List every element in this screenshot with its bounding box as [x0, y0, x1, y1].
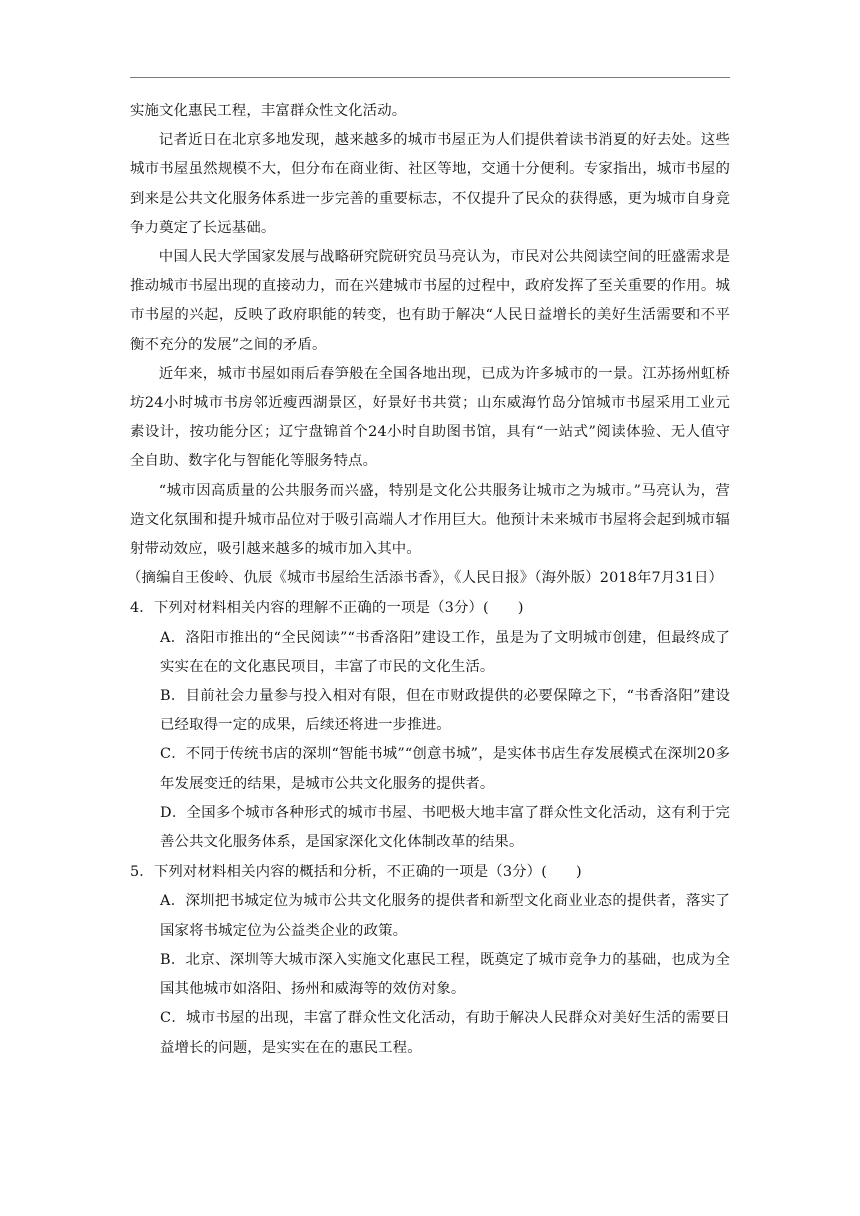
question-5-option-c[interactable]: C．城市书屋的出现，丰富了群众性文化活动，有助于解决人民群众对美好生活的需要日益增长的问题，是实实在在的惠民工程。 [160, 1010, 730, 1056]
question-5-option-b[interactable]: B．北京、深圳等大城市深入实施文化惠民工程，既奠定了城市竞争力的基础，也成为全国其他城市如洛阳、扬州和威海等的效仿对象。 [160, 951, 730, 998]
question-5-stem: 5．下列对材料相关内容的概括和分析，不正确的一项是（3分）( ) [130, 864, 582, 881]
paragraph-4: “城市因高质量的公共服务而兴盛，特别是文化公共服务让城市之为城市。”马亮认为，营造文化氛围和提升城市品位对于吸引高端人才作用巨大。他预计未来城市书屋将会起到城市辐射带动效应，吸引越来越多的城市加入其中。 [130, 482, 730, 558]
paragraph-3: 近年来，城市书屋如雨后春笋般在全国各地出现，已成为许多城市的一景。江苏扬州虹桥坊24小时城市书房邻近瘦西湖景区，好景好书共赏；山东威海竹岛分馆城市书屋采用工业元素设计，按功能分区；辽宁盘锦首个24小时自助图书馆，具有“一站式”阅读体验、无人值守全自助、数字化与智能化等服务特点。 [130, 365, 730, 470]
intro-line: 实施文化惠民工程，丰富群众性文化活动。 [130, 103, 407, 119]
question-4-option-b[interactable]: B．目前社会力量参与投入相对有限，但在市财政提供的必要保障之下，“书香洛阳”建设已经取得一定的成果，后续还将进一步推进。 [160, 688, 730, 734]
source-citation: （摘编自王俊岭、仇辰《城市书屋给生活添书香》，《人民日报》（海外版）2018年7月31日） [127, 570, 724, 587]
question-4-option-a[interactable]: A．洛阳市推出的“全民阅读”“书香洛阳”建设工作，虽是为了文明城市创建，但最终成了实实在在的文化惠民项目，丰富了市民的文化生活。 [160, 629, 730, 675]
question-4-option-d[interactable]: D．全国多个城市各种形式的城市书屋、书吧极大地丰富了群众性文化活动，这有利于完善公共文化服务体系，是国家深化文化体制改革的结果。 [160, 804, 730, 851]
paragraph-1: 记者近日在北京多地发现，越来越多的城市书屋正为人们提供着读书消夏的好去处。这些城市书屋虽然规模不大，但分布在商业街、社区等地，交通十分便利。专家指出，城市书屋的到来是公共文化服务体系进一步完善的重要标志，不仅提升了民众的获得感，更为城市自身竞争力奠定了长远基础。 [130, 132, 730, 236]
question-5-option-a[interactable]: A．深圳把书城定位为城市公共文化服务的提供者和新型文化商业业态的提供者，落实了国家将书城定位为公益类企业的政策。 [160, 893, 730, 939]
question-4-stem: 4．下列对材料相关内容的理解不正确的一项是（3分）( ) [130, 600, 524, 617]
paragraph-2: 中国人民大学国家发展与战略研究院研究员马亮认为，市民对公共阅读空间的旺盛需求是推动城市书屋出现的直接动力，而在兴建城市书屋的过程中，政府发挥了至关重要的作用。城市书屋的兴起，反映了政府职能的转变，也有助于解决“人民日益增长的美好生活需要和不平衡不充分的发展”之间的矛盾。 [130, 249, 730, 353]
document-content [127, 97, 730, 1063]
header-rule [130, 77, 730, 78]
question-4-option-c[interactable]: C．不同于传统书店的深圳“智能书城”“创意书城”，是实体书店生存发展模式在深圳20多年发展变迁的结果，是城市公共文化服务的提供者。 [160, 746, 730, 792]
